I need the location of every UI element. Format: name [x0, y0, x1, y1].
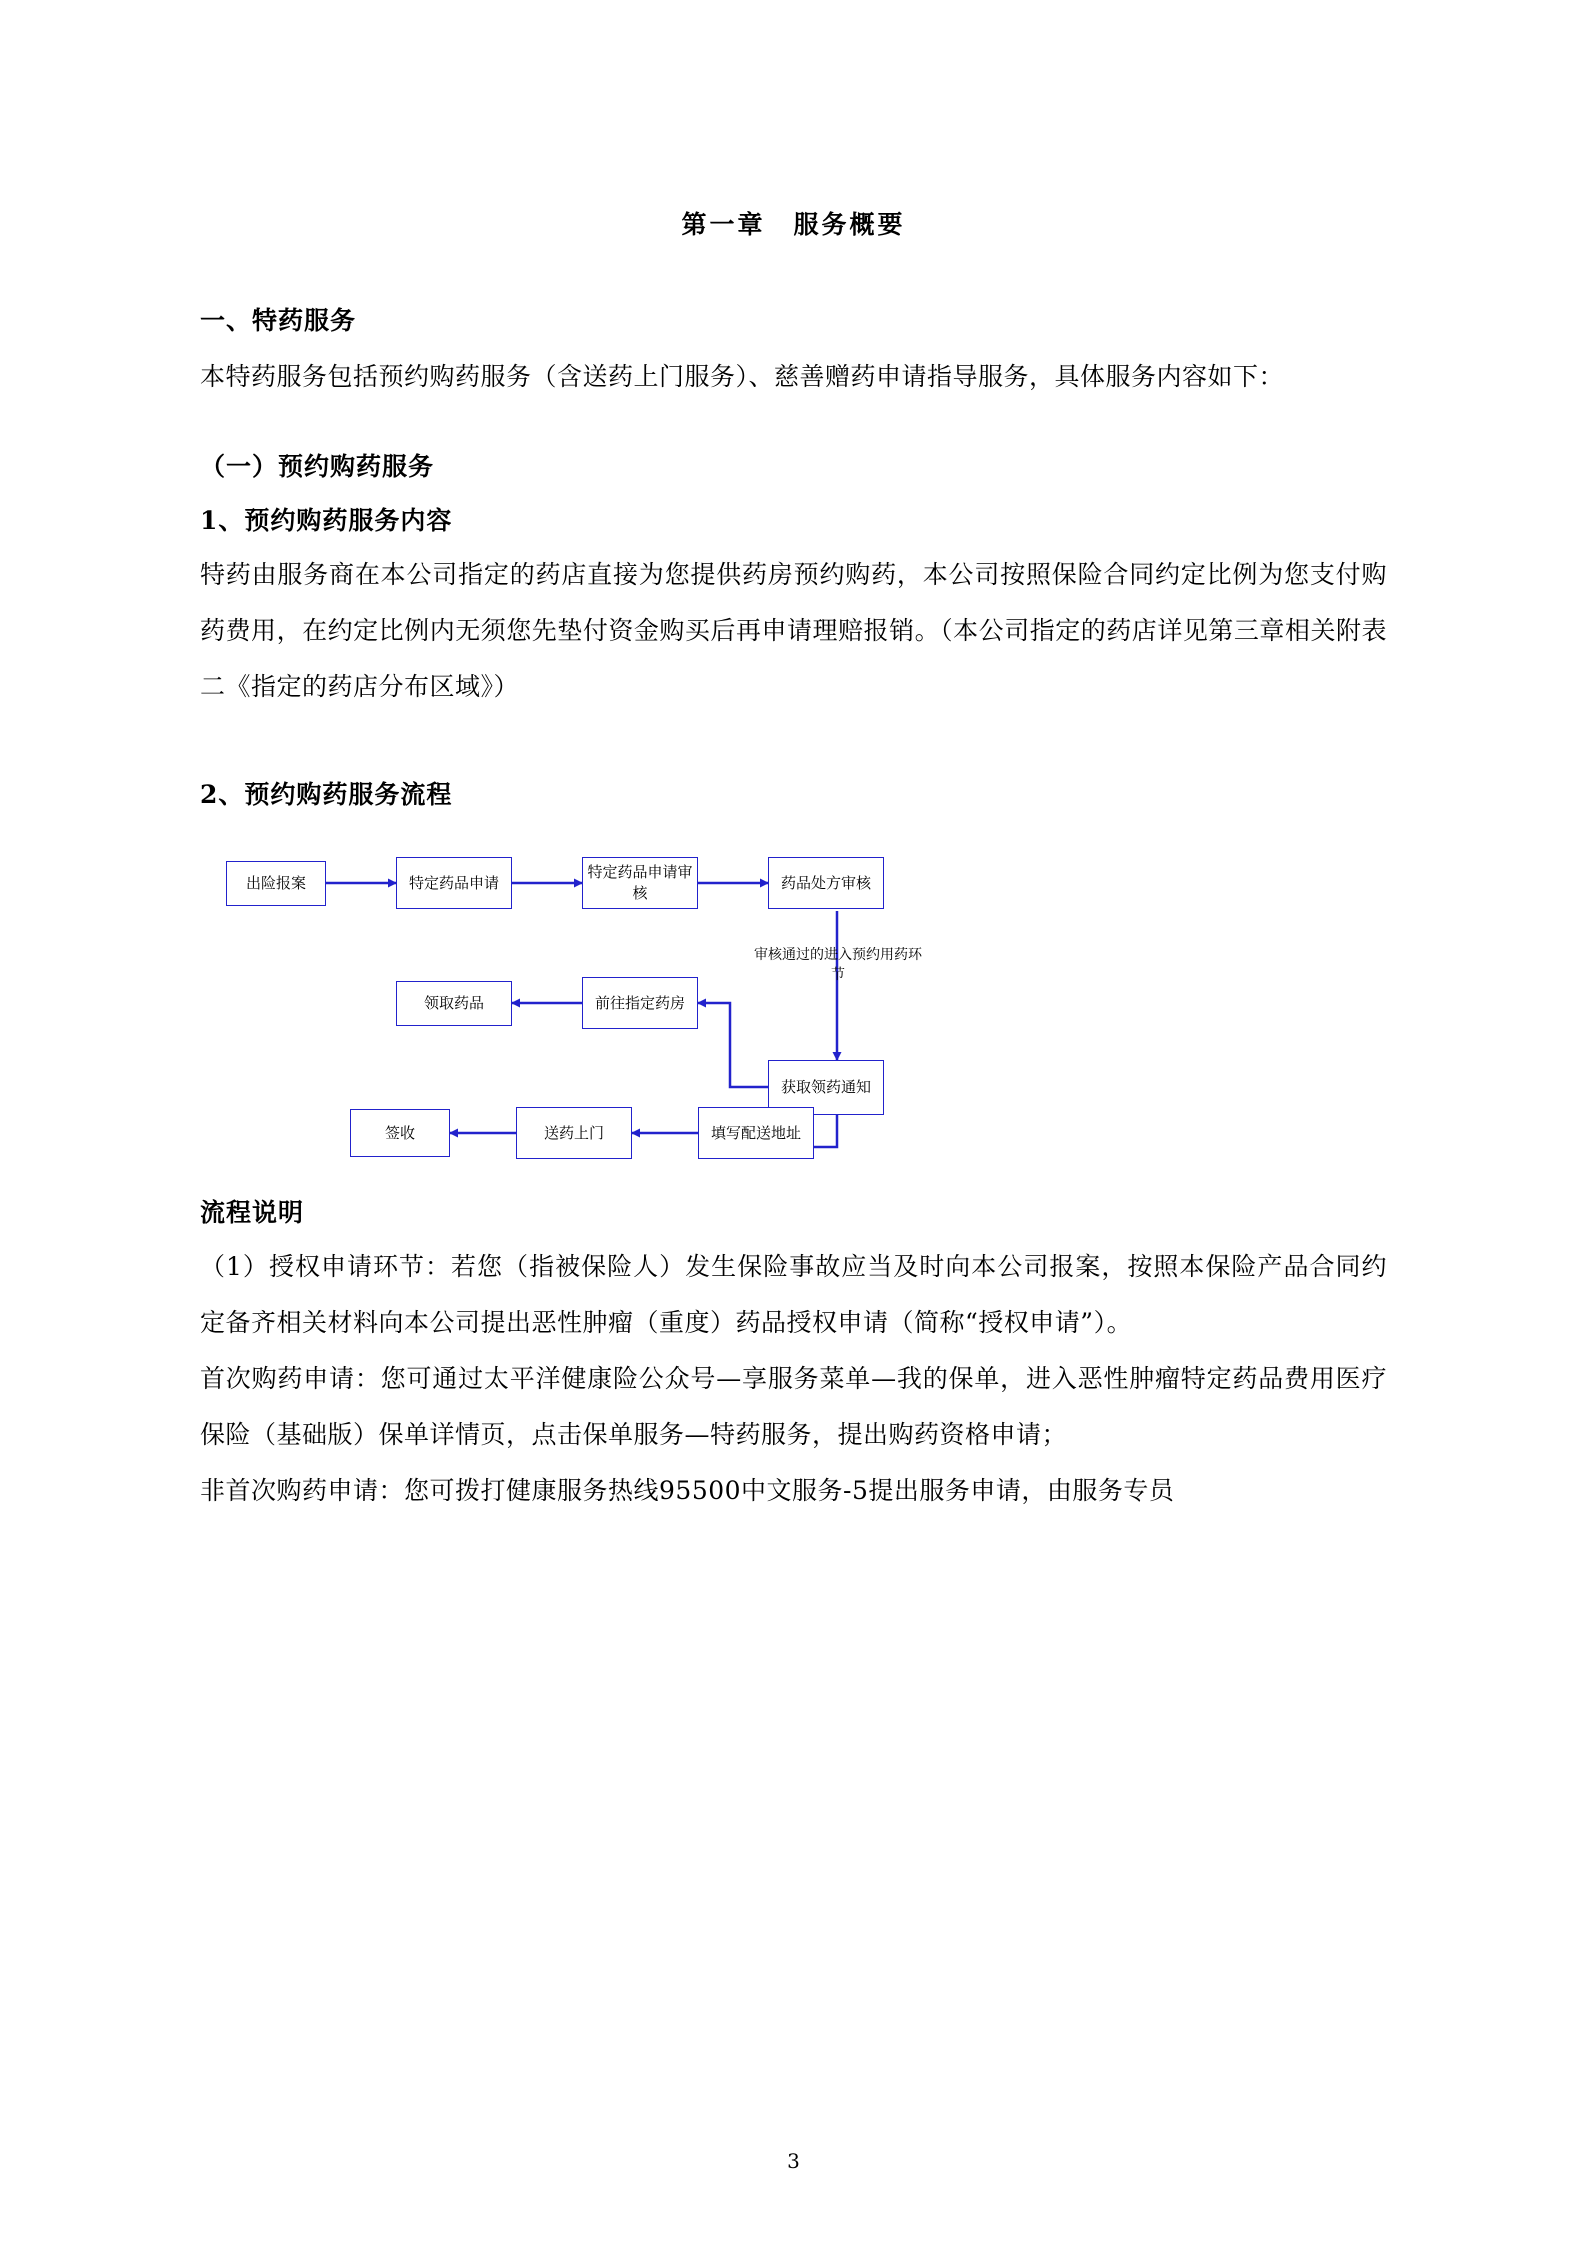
flow-explanation-paragraph-2: 首次购药申请：您可通过太平洋健康险公众号—享服务菜单—我的保单，进入恶性肿瘤特定药品费用医疗保险（基础版）保单详情页，点击保单服务—特药服务，提出购药资格申请； — [200, 1364, 1387, 1449]
flow-node-5: 获取领药通知 — [768, 1060, 884, 1115]
flow-note-approval: 审核通过的进入预约用药环节 — [754, 947, 922, 983]
page-number: 3 — [787, 2149, 800, 2173]
subsection-heading-reserved-purchase: （一）预约购药服务 — [200, 452, 435, 481]
flow-explanation-paragraph-1: （1）授权申请环节：若您（指被保险人）发生保险事故应当及时向本公司报案，按照本保险产品合同约定备齐相关材料向本公司提出恶性肿瘤（重度）药品授权申请（简称“授权申请”）。 — [200, 1252, 1387, 1337]
section-heading-special-drug-service: 一、特药服务 — [200, 306, 357, 335]
flow-node-7: 领取药品 — [396, 981, 512, 1026]
flow-node-3: 特定药品申请审核 — [582, 857, 698, 909]
subsection-heading-service-content: 1、预约购药服务内容 — [200, 506, 453, 535]
service-flow-diagram — [200, 835, 1387, 1175]
flow-explanation-heading: 流程说明 — [200, 1198, 305, 1227]
subsection-heading-service-flow: 2、预约购药服务流程 — [200, 780, 453, 809]
flow-explanation-paragraph-3: 非首次购药申请：您可拨打健康服务热线95500中文服务-5提出服务申请，由服务专员 — [200, 1476, 1175, 1505]
flow-node-6: 前往指定药房 — [582, 977, 698, 1029]
flow-node-1: 出险报案 — [226, 861, 326, 906]
service-content-paragraph: 特药由服务商在本公司指定的药店直接为您提供药房预约购药，本公司按照保险合同约定比例为您支付购药费用，在约定比例内无须您先垫付资金购买后再申请理赔报销。（本公司指定的药店详见第三章相关附表二《指定的药店分布区域》） — [200, 560, 1387, 701]
flow-node-9: 送药上门 — [516, 1107, 632, 1159]
flow-node-10: 签收 — [350, 1109, 450, 1157]
section-one-paragraph: 本特药服务包括预约购药服务（含送药上门服务）、慈善赠药申请指导服务，具体服务内容如下： — [200, 362, 1285, 391]
flow-node-2: 特定药品申请 — [396, 857, 512, 909]
flow-node-4: 药品处方审核 — [768, 857, 884, 909]
page-title: 第一章 服务概要 — [681, 210, 906, 239]
flow-node-8: 填写配送地址 — [698, 1107, 814, 1159]
